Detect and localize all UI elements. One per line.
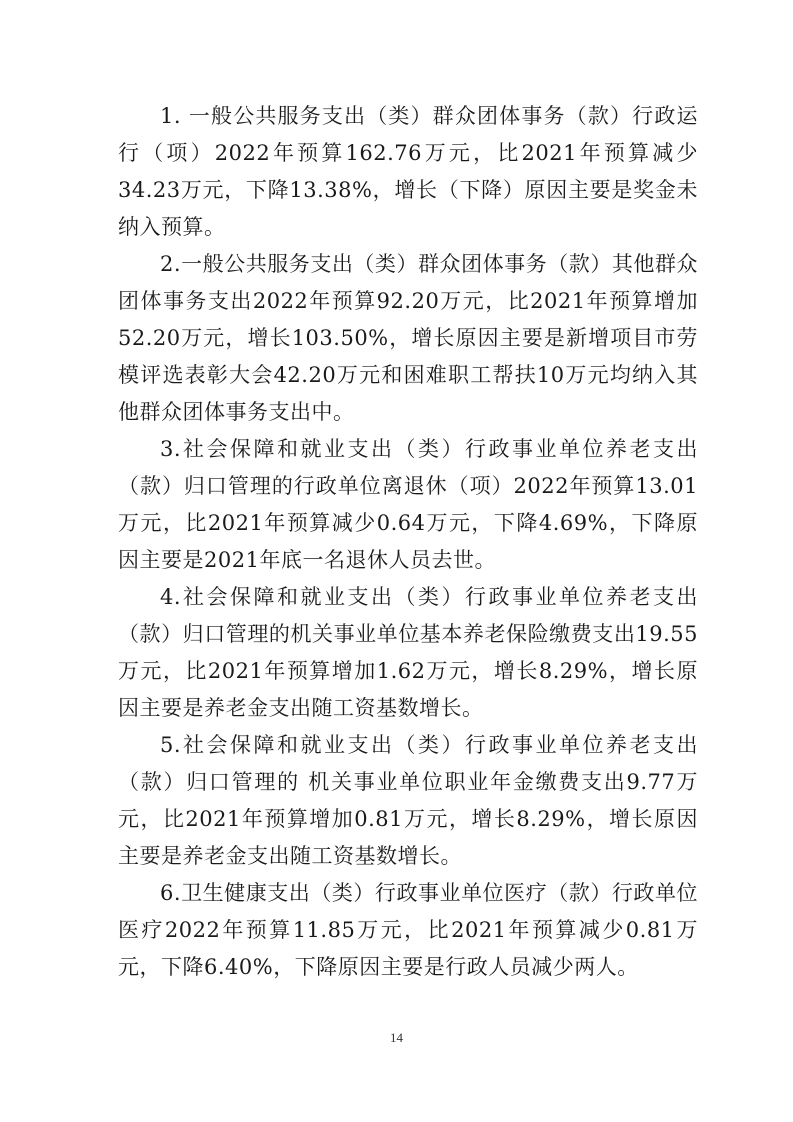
paragraph-2: 2.一般公共服务支出（类）群众团体事务（款）其他群众团体事务支出2022年预算92.20万元，比2021年预算增加52.20万元，增长103.50%，增长原因主要是新增项目市劳模评选表彰大会42.20万元和困难职工帮扶10万元均纳入其他群众团体事务支出中。 — [118, 252, 698, 424]
document-body — [118, 98, 698, 986]
paragraph-5: 5.社会保障和就业支出（类）行政事业单位养老支出（款）归口管理的 机关事业单位职业年金缴费支出9.77万元，比2021年预算增加0.81万元，增长8.29%，增长原因主要是养老金支出随工资基数增长。 — [118, 733, 698, 868]
paragraph-4: 4.社会保障和就业支出（类）行政事业单位养老支出（款）归口管理的机关事业单位基本养老保险缴费支出19.55万元，比2021年预算增加1.62万元，增长8.29%，增长原因主要是养老金支出随工资基数增长。 — [118, 585, 698, 720]
paragraph-6: 6.卫生健康支出（类）行政事业单位医疗（款）行政单位医疗2022年预算11.85万元，比2021年预算减少0.81万元，下降6.40%，下降原因主要是行政人员减少两人。 — [118, 881, 698, 979]
page-number: 14 — [390, 1030, 403, 1045]
paragraph-3: 3.社会保障和就业支出（类）行政事业单位养老支出（款）归口管理的行政单位离退休（项）2022年预算13.01万元，比2021年预算减少0.64万元，下降4.69%，下降原因主要是2021年底一名退休人员去世。 — [118, 437, 698, 572]
paragraph-1: 1. 一般公共服务支出（类）群众团体事务（款）行政运行（项）2022年预算162.76万元，比2021年预算减少34.23万元，下降13.38%，增长（下降）原因主要是奖金未纳入预算。 — [118, 104, 698, 239]
